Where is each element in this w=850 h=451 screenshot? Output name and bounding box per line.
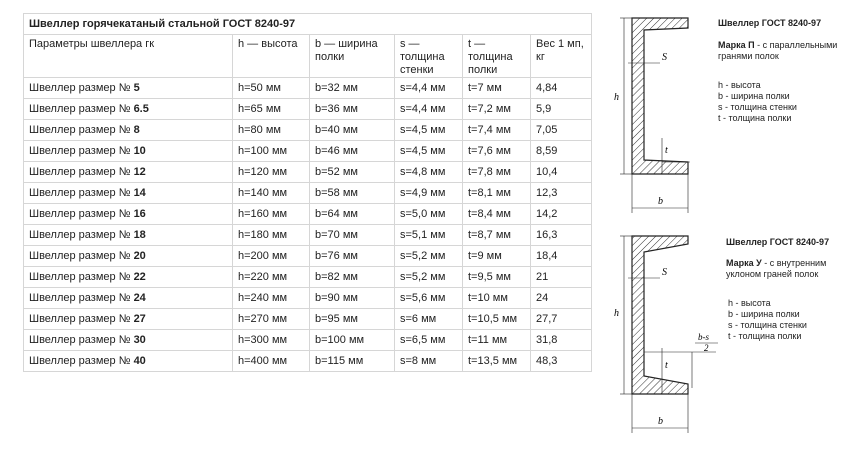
header-params: Параметры швеллера гк — [24, 35, 233, 78]
dim-b-label: b — [658, 196, 663, 207]
table-row — [24, 78, 592, 99]
table-row — [24, 141, 592, 162]
cell-h: h=200 мм — [233, 246, 310, 267]
size-prefix: Швеллер размер № — [29, 249, 131, 262]
size-prefix: Швеллер размер № — [29, 207, 131, 220]
legend-u-h: h - высота — [728, 298, 771, 308]
size-prefix: Швеллер размер № — [29, 228, 131, 241]
size-number: 27 — [133, 312, 146, 325]
cell-w: 21 — [531, 267, 592, 288]
size-number: 6.5 — [133, 102, 149, 115]
diagram-u-title: Швеллер ГОСТ 8240-97 — [726, 237, 830, 247]
channel-u-drawing — [600, 228, 725, 443]
legend-u-t: t - толщина полки — [728, 331, 802, 341]
cell-size — [24, 78, 233, 99]
size-prefix: Швеллер размер № — [29, 354, 131, 367]
cell-w: 12,3 — [531, 183, 592, 204]
size-number: 30 — [133, 333, 146, 346]
cell-w: 8,59 — [531, 141, 592, 162]
cell-w: 10,4 — [531, 162, 592, 183]
cell-b: b=32 мм — [310, 78, 395, 99]
cell-size — [24, 204, 233, 225]
cell-h: h=140 мм — [233, 183, 310, 204]
cell-t: t=13,5 мм — [463, 351, 531, 372]
size-prefix: Швеллер размер № — [29, 291, 131, 304]
size-number: 10 — [133, 144, 146, 157]
cell-b: b=115 мм — [310, 351, 395, 372]
table-row — [24, 162, 592, 183]
size-prefix: Швеллер размер № — [29, 312, 131, 325]
header-b: b — ширина полки — [310, 35, 395, 78]
size-number: 24 — [133, 291, 146, 304]
diagram-p-mark — [718, 40, 843, 62]
cell-h: h=80 мм — [233, 120, 310, 141]
table-row — [24, 288, 592, 309]
cell-w: 16,3 — [531, 225, 592, 246]
cell-size — [24, 330, 233, 351]
size-prefix: Швеллер размер № — [29, 81, 131, 94]
cell-t: t=9 мм — [463, 246, 531, 267]
cell-t: t=9,5 мм — [463, 267, 531, 288]
cell-t: t=10,5 мм — [463, 309, 531, 330]
cell-size — [24, 309, 233, 330]
legend-u-b: b - ширина полки — [728, 309, 800, 319]
diagram-p-title: Швеллер ГОСТ 8240-97 — [718, 18, 822, 28]
table-row — [24, 351, 592, 372]
cell-t: t=7,4 мм — [463, 120, 531, 141]
cell-size — [24, 267, 233, 288]
diagram-u-mark-name: Марка У — [726, 258, 762, 268]
cell-h: h=220 мм — [233, 267, 310, 288]
cell-b: b=36 мм — [310, 99, 395, 120]
diagram-u-mark-desc: - с внутренним уклоном граней полок — [726, 258, 827, 279]
cell-b: b=76 мм — [310, 246, 395, 267]
diagram-p-mark-desc: - с параллельными гранями полок — [718, 40, 838, 61]
cell-w: 5,9 — [531, 99, 592, 120]
cell-t: t=10 мм — [463, 288, 531, 309]
dim-frac-bottom: 2 — [704, 343, 709, 353]
table-header-row — [24, 35, 592, 78]
dim-s-label-u: S — [662, 267, 667, 278]
table-row — [24, 183, 592, 204]
table-row — [24, 204, 592, 225]
table-row — [24, 330, 592, 351]
cell-s: s=4,5 мм — [395, 141, 463, 162]
cell-t: t=7,6 мм — [463, 141, 531, 162]
diagram-u-mark — [726, 258, 841, 280]
cell-s: s=4,4 мм — [395, 99, 463, 120]
cell-s: s=6,5 мм — [395, 330, 463, 351]
table-row — [24, 309, 592, 330]
cell-s: s=5,2 мм — [395, 267, 463, 288]
diagram-p-legend — [718, 80, 797, 124]
cell-h: h=160 мм — [233, 204, 310, 225]
cell-b: b=52 мм — [310, 162, 395, 183]
cell-s: s=4,9 мм — [395, 183, 463, 204]
table-row — [24, 267, 592, 288]
cell-w: 24 — [531, 288, 592, 309]
dim-t-label-u: t — [665, 360, 668, 371]
cell-b: b=58 мм — [310, 183, 395, 204]
legend-t: t - толщина полки — [718, 113, 792, 123]
cell-s: s=6 мм — [395, 309, 463, 330]
cell-s: s=8 мм — [395, 351, 463, 372]
dim-frac-top: b-s — [698, 332, 709, 342]
cell-s: s=4,5 мм — [395, 120, 463, 141]
cell-s: s=4,8 мм — [395, 162, 463, 183]
cell-s: s=5,1 мм — [395, 225, 463, 246]
header-h: h — высота — [233, 35, 310, 78]
size-prefix: Швеллер размер № — [29, 186, 131, 199]
table-title: Швеллер горячекатаный стальной ГОСТ 8240-97 — [24, 14, 592, 35]
cell-b: b=95 мм — [310, 309, 395, 330]
cell-w: 18,4 — [531, 246, 592, 267]
size-prefix: Швеллер размер № — [29, 102, 131, 115]
size-number: 8 — [133, 123, 140, 136]
size-prefix: Швеллер размер № — [29, 165, 131, 178]
header-t: t — толщина полки — [463, 35, 531, 78]
cell-b: b=100 мм — [310, 330, 395, 351]
table-title-row — [24, 14, 592, 35]
table-row — [24, 246, 592, 267]
size-number: 14 — [133, 186, 146, 199]
cell-t: t=11 мм — [463, 330, 531, 351]
cell-size — [24, 351, 233, 372]
size-number: 16 — [133, 207, 146, 220]
legend-b: b - ширина полки — [718, 91, 790, 101]
dim-b-label-u: b — [658, 416, 663, 427]
dim-t-label: t — [665, 145, 668, 156]
size-prefix: Швеллер размер № — [29, 333, 131, 346]
cell-size — [24, 141, 233, 162]
cell-size — [24, 183, 233, 204]
cell-b: b=46 мм — [310, 141, 395, 162]
cell-w: 48,3 — [531, 351, 592, 372]
cell-s: s=5,6 мм — [395, 288, 463, 309]
size-number: 12 — [133, 165, 146, 178]
cell-size — [24, 120, 233, 141]
cell-h: h=400 мм — [233, 351, 310, 372]
cell-b: b=70 мм — [310, 225, 395, 246]
header-s: s — толщина стенки — [395, 35, 463, 78]
cell-h: h=65 мм — [233, 99, 310, 120]
cell-h: h=180 мм — [233, 225, 310, 246]
cell-size — [24, 246, 233, 267]
cell-b: b=90 мм — [310, 288, 395, 309]
size-number: 20 — [133, 249, 146, 262]
dim-h-label: h — [614, 92, 619, 103]
cell-t: t=8,1 мм — [463, 183, 531, 204]
cell-h: h=240 мм — [233, 288, 310, 309]
size-number: 18 — [133, 228, 146, 241]
cell-t: t=7,8 мм — [463, 162, 531, 183]
dim-h-label-u: h — [614, 308, 619, 319]
dim-s-label: S — [662, 52, 667, 63]
cell-s: s=5,2 мм — [395, 246, 463, 267]
cell-size — [24, 225, 233, 246]
cell-h: h=120 мм — [233, 162, 310, 183]
cell-w: 27,7 — [531, 309, 592, 330]
legend-s: s - толщина стенки — [718, 102, 797, 112]
cell-w: 7,05 — [531, 120, 592, 141]
cell-b: b=40 мм — [310, 120, 395, 141]
cell-s: s=4,4 мм — [395, 78, 463, 99]
cell-b: b=64 мм — [310, 204, 395, 225]
cell-t: t=8,4 мм — [463, 204, 531, 225]
legend-h: h - высота — [718, 80, 761, 90]
size-prefix: Швеллер размер № — [29, 144, 131, 157]
cell-h: h=100 мм — [233, 141, 310, 162]
legend-u-s: s - толщина стенки — [728, 320, 807, 330]
cell-h: h=300 мм — [233, 330, 310, 351]
size-prefix: Швеллер размер № — [29, 123, 131, 136]
cell-size — [24, 162, 233, 183]
cell-w: 14,2 — [531, 204, 592, 225]
table-row — [24, 225, 592, 246]
channel-table — [23, 13, 592, 372]
cell-h: h=270 мм — [233, 309, 310, 330]
cell-size — [24, 99, 233, 120]
table-row — [24, 120, 592, 141]
cell-t: t=7,2 мм — [463, 99, 531, 120]
cell-b: b=82 мм — [310, 267, 395, 288]
cell-t: t=7 мм — [463, 78, 531, 99]
diagram-u-legend — [728, 298, 807, 342]
cell-h: h=50 мм — [233, 78, 310, 99]
channel-p-drawing — [600, 8, 700, 223]
cell-w: 31,8 — [531, 330, 592, 351]
table-row — [24, 99, 592, 120]
diagram-p-mark-name: Марка П — [718, 40, 755, 50]
size-number: 40 — [133, 354, 146, 367]
size-prefix: Швеллер размер № — [29, 270, 131, 283]
header-weight: Вес 1 мп, кг — [531, 35, 592, 78]
size-number: 22 — [133, 270, 146, 283]
cell-t: t=8,7 мм — [463, 225, 531, 246]
cell-s: s=5,0 мм — [395, 204, 463, 225]
cell-w: 4,84 — [531, 78, 592, 99]
size-number: 5 — [133, 81, 140, 94]
cell-size — [24, 288, 233, 309]
